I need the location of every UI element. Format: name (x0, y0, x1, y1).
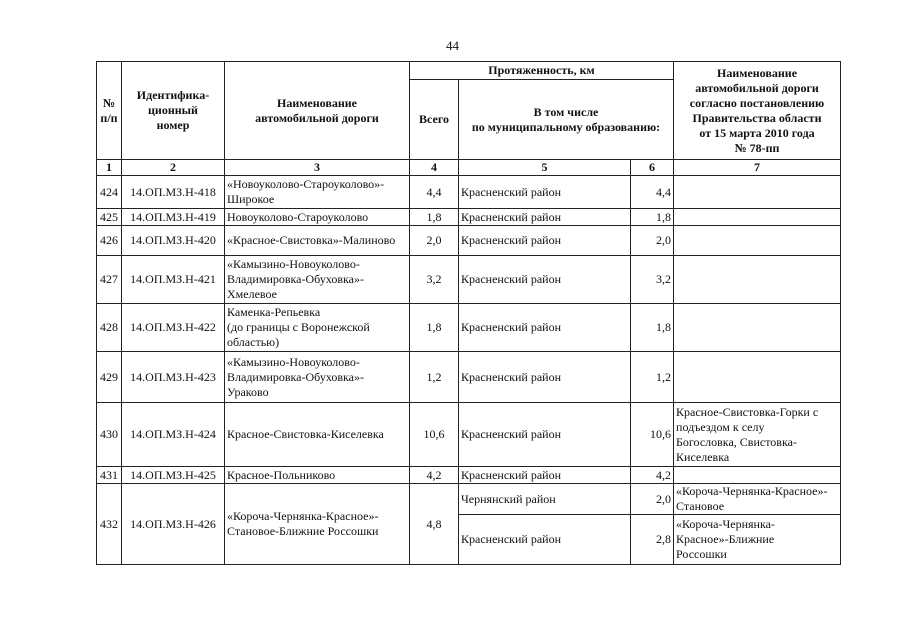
row-road-name: «Новоуколово-Староуколово»- Широкое (225, 176, 410, 209)
row-ident: 14.ОП.МЗ.Н-421 (122, 256, 225, 304)
row-govt-name (674, 226, 841, 256)
row-district: Чернянский район (459, 484, 631, 515)
row-num: 425 (97, 209, 122, 226)
row-district-length: 1,8 (631, 209, 674, 226)
row-num: 428 (97, 304, 122, 352)
row-road-name: Красное-Польниково (225, 467, 410, 484)
row-total: 4,2 (410, 467, 459, 484)
row-ident: 14.ОП.МЗ.Н-425 (122, 467, 225, 484)
row-total: 4,8 (410, 484, 459, 565)
row-total: 1,2 (410, 352, 459, 403)
column-number-row (97, 160, 841, 176)
header-length-group: Протяженность, км (410, 62, 674, 80)
col-number: 6 (631, 160, 674, 176)
col-number: 5 (459, 160, 631, 176)
row-ident: 14.ОП.МЗ.Н-423 (122, 352, 225, 403)
row-govt-name (674, 304, 841, 352)
row-district-length: 2,0 (631, 226, 674, 256)
row-district: Красненский район (459, 226, 631, 256)
col-number: 7 (674, 160, 841, 176)
row-total: 2,0 (410, 226, 459, 256)
table-row (97, 209, 841, 226)
table-row (97, 352, 841, 403)
row-govt-name (674, 209, 841, 226)
row-district: Красненский район (459, 209, 631, 226)
header-total: Всего (410, 80, 459, 160)
header-govt-name: Наименование автомобильной дороги согласно постановлению Правительства области от 15 марта 2010 года № 78-пп (674, 62, 841, 160)
table-row (97, 403, 841, 467)
row-govt-name: «Короча-Чернянка- Красное»-Ближние Россошки (674, 515, 841, 565)
row-district-length: 1,8 (631, 304, 674, 352)
header-num: № п/п (97, 62, 122, 160)
row-road-name: «Красное-Свистовка»-Малиново (225, 226, 410, 256)
header-ident: Идентифика- ционный номер (122, 62, 225, 160)
row-num: 424 (97, 176, 122, 209)
row-ident: 14.ОП.МЗ.Н-422 (122, 304, 225, 352)
row-district-length: 4,4 (631, 176, 674, 209)
row-num: 430 (97, 403, 122, 467)
row-num: 431 (97, 467, 122, 484)
row-govt-name (674, 176, 841, 209)
row-ident: 14.ОП.МЗ.Н-418 (122, 176, 225, 209)
table-row (97, 176, 841, 209)
row-road-name: «Камызино-Новоуколово- Владимировка-Обуховка»- Хмелевое (225, 256, 410, 304)
row-district-length: 1,2 (631, 352, 674, 403)
row-govt-name (674, 467, 841, 484)
row-district: Красненский район (459, 256, 631, 304)
table-row (97, 256, 841, 304)
row-ident: 14.ОП.МЗ.Н-420 (122, 226, 225, 256)
row-num: 432 (97, 484, 122, 565)
row-ident: 14.ОП.МЗ.Н-426 (122, 484, 225, 565)
row-district-length: 2,0 (631, 484, 674, 515)
table-row (97, 484, 841, 515)
row-total: 1,8 (410, 209, 459, 226)
row-district-length: 4,2 (631, 467, 674, 484)
row-total: 4,4 (410, 176, 459, 209)
header-municipal: В том числе по муниципальному образованию: (459, 80, 674, 160)
col-number: 3 (225, 160, 410, 176)
row-district: Красненский район (459, 304, 631, 352)
row-district: Красненский район (459, 352, 631, 403)
row-district-length: 10,6 (631, 403, 674, 467)
row-district-length: 3,2 (631, 256, 674, 304)
table-row (97, 226, 841, 256)
col-number: 2 (122, 160, 225, 176)
row-ident: 14.ОП.МЗ.Н-419 (122, 209, 225, 226)
row-total: 1,8 (410, 304, 459, 352)
col-number: 1 (97, 160, 122, 176)
row-district-length: 2,8 (631, 515, 674, 565)
row-govt-name (674, 352, 841, 403)
row-total: 10,6 (410, 403, 459, 467)
row-govt-name (674, 256, 841, 304)
row-total: 3,2 (410, 256, 459, 304)
table-row (97, 304, 841, 352)
row-district: Красненский район (459, 403, 631, 467)
row-road-name: Новоуколово-Староуколово (225, 209, 410, 226)
table-row (97, 467, 841, 484)
roads-table (96, 61, 841, 565)
row-road-name: «Камызино-Новоуколово- Владимировка-Обуховка»- Ураково (225, 352, 410, 403)
header-road-name: Наименование автомобильной дороги (225, 62, 410, 160)
row-num: 427 (97, 256, 122, 304)
row-num: 429 (97, 352, 122, 403)
row-road-name: «Короча-Чернянка-Красное»- Становое-Ближние Россошки (225, 484, 410, 565)
row-road-name: Красное-Свистовка-Киселевка (225, 403, 410, 467)
row-road-name: Каменка-Репьевка (до границы с Воронежской областью) (225, 304, 410, 352)
col-number: 4 (410, 160, 459, 176)
row-govt-name: Красное-Свистовка-Горки с подъездом к селу Богословка, Свистовка- Киселевка (674, 403, 841, 467)
row-district: Красненский район (459, 176, 631, 209)
row-num: 426 (97, 226, 122, 256)
row-district: Красненский район (459, 515, 631, 565)
row-govt-name: «Короча-Чернянка-Красное»- Становое (674, 484, 841, 515)
row-ident: 14.ОП.МЗ.Н-424 (122, 403, 225, 467)
row-district: Красненский район (459, 467, 631, 484)
page-number: 44 (446, 38, 459, 53)
